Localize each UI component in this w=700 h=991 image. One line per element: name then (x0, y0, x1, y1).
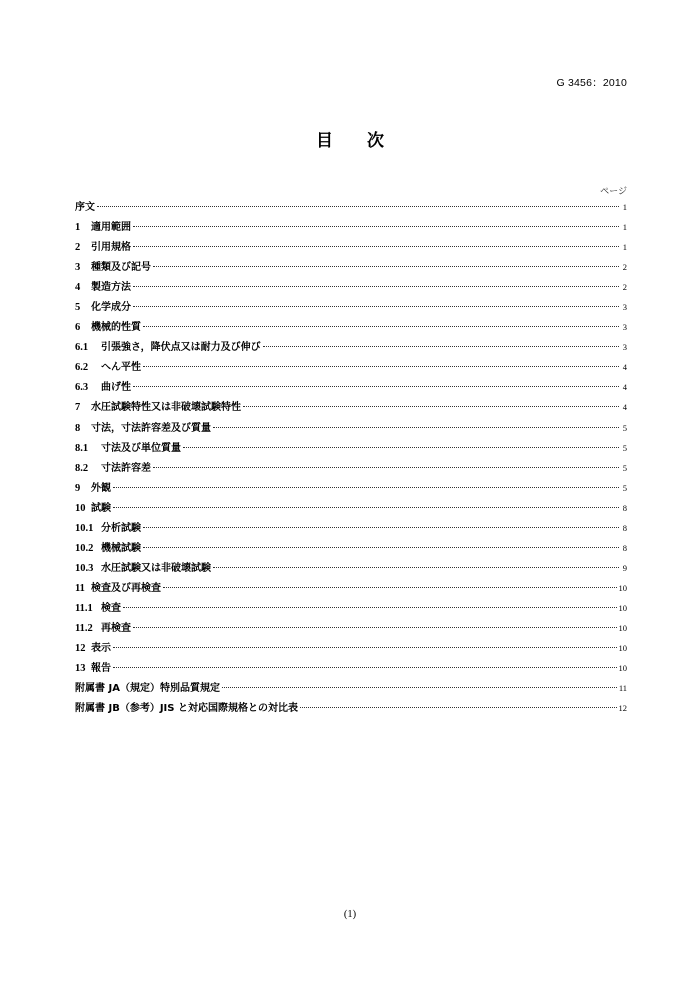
toc-entry[interactable] (75, 419, 627, 439)
toc-entry-number: 2 (75, 242, 81, 254)
toc-entry-page: 8 (622, 542, 627, 553)
toc-entry[interactable] (75, 519, 627, 539)
toc-entry[interactable] (75, 358, 627, 378)
toc-entry-page: 5 (622, 482, 627, 493)
toc-entry-label: 種類及び記号 (91, 262, 151, 274)
toc-entry[interactable] (75, 679, 627, 699)
toc-entry-number: 6.2 (75, 362, 89, 374)
toc-entry-page: 12 (618, 703, 627, 714)
toc-entry-label: 機械的性質 (91, 322, 141, 334)
toc-entry-label: 引用規格 (91, 242, 131, 254)
dot-leader (143, 326, 619, 327)
dot-leader (133, 306, 619, 307)
toc-entry[interactable] (75, 539, 627, 559)
toc-entry-label: 試験 (91, 502, 111, 514)
toc-entry-page: 10 (618, 622, 627, 633)
dot-leader (263, 346, 619, 347)
toc-entry-label: 水圧試験特性又は非破壊試験特性 (91, 402, 241, 414)
toc-entry-label: 附属書 JA（規定）特別品質規定 (75, 683, 220, 695)
toc-entry[interactable] (75, 278, 627, 298)
toc-entry[interactable] (75, 439, 627, 459)
toc-entry-number: 3 (75, 262, 81, 274)
toc-entry-number: 8.2 (75, 462, 89, 474)
toc-entry-label: 製造方法 (91, 282, 131, 294)
toc-entry-label: 寸法許容差 (101, 462, 151, 474)
toc-entry[interactable] (75, 459, 627, 479)
toc-entry-number: 10.3 (75, 562, 94, 574)
toc-entry-number: 10.1 (75, 522, 94, 534)
page-column-label: ページ (600, 187, 627, 197)
toc-entry-label: 外観 (91, 482, 111, 494)
toc-entry[interactable] (75, 338, 627, 358)
toc-entry-number: 11.1 (75, 602, 93, 614)
toc-entry[interactable] (75, 258, 627, 278)
toc-entry-number: 9 (75, 482, 81, 494)
page-title: 目 次 (316, 131, 398, 151)
toc-entry-page: 3 (622, 342, 627, 353)
toc-entry-number: 8.1 (75, 442, 89, 454)
toc-entry-page: 5 (622, 462, 627, 473)
toc-entry-page: 9 (622, 562, 627, 573)
dot-leader (133, 627, 617, 628)
toc-entry-label: 分析試験 (101, 522, 141, 534)
toc-entry-number: 6.3 (75, 382, 89, 394)
toc-entry[interactable] (75, 639, 627, 659)
toc-entry-page: 4 (622, 402, 627, 413)
table-of-contents (75, 198, 627, 719)
document-id: G 3456：2010 (556, 77, 627, 89)
toc-entry-number: 13 (75, 663, 86, 675)
dot-leader (243, 406, 619, 407)
toc-entry[interactable] (75, 238, 627, 258)
toc-entry[interactable] (75, 699, 627, 719)
toc-entry-label: 検査及び再検査 (91, 582, 161, 594)
toc-entry-page: 10 (618, 602, 627, 613)
dot-leader (153, 467, 619, 468)
toc-entry-label: 寸法，寸法許容差及び質量 (91, 422, 211, 434)
dot-leader (133, 246, 619, 247)
dot-leader (97, 206, 619, 207)
dot-leader (143, 527, 619, 528)
toc-entry-label: 再検査 (101, 622, 131, 634)
toc-entry-number: 6 (75, 322, 81, 334)
toc-entry[interactable] (75, 619, 627, 639)
dot-leader (113, 507, 619, 508)
toc-entry[interactable] (75, 378, 627, 398)
toc-entry-label: 曲げ性 (101, 382, 131, 394)
toc-entry-label: 機械試験 (101, 542, 141, 554)
toc-entry-label: 寸法及び単位質量 (101, 442, 181, 454)
toc-entry-number: 6.1 (75, 342, 89, 354)
toc-entry-number: 10 (75, 502, 86, 514)
toc-entry-page: 11 (618, 683, 627, 694)
toc-entry[interactable] (75, 599, 627, 619)
toc-entry[interactable] (75, 579, 627, 599)
toc-entry[interactable] (75, 298, 627, 318)
toc-entry[interactable] (75, 559, 627, 579)
toc-entry-page: 10 (618, 643, 627, 654)
toc-entry-page: 10 (618, 663, 627, 674)
toc-entry-label: 化学成分 (91, 302, 131, 314)
toc-entry-number: 4 (75, 282, 81, 294)
toc-entry-page: 3 (622, 322, 627, 333)
dot-leader (222, 687, 617, 688)
toc-entry-page: 1 (622, 242, 627, 253)
toc-entry[interactable] (75, 398, 627, 418)
dot-leader (113, 647, 617, 648)
toc-entry-page: 8 (622, 502, 627, 513)
toc-entry[interactable] (75, 318, 627, 338)
toc-entry-label: 水圧試験又は非破壊試験 (101, 562, 211, 574)
dot-leader (133, 226, 619, 227)
dot-leader (113, 487, 619, 488)
toc-entry-number: 12 (75, 643, 86, 655)
toc-entry-page: 1 (622, 222, 627, 233)
toc-entry-page: 4 (622, 362, 627, 373)
toc-entry-page: 4 (622, 382, 627, 393)
toc-entry[interactable] (75, 198, 627, 218)
dot-leader (123, 607, 617, 608)
toc-entry-label: 序文 (75, 202, 95, 213)
toc-entry-label: 附属書 JB（参考）JIS と対応国際規格との対比表 (75, 703, 298, 715)
toc-entry-page: 2 (622, 262, 627, 273)
toc-entry-label: 表示 (91, 643, 111, 655)
page-number: (1) (343, 909, 357, 920)
dot-leader (153, 266, 619, 267)
dot-leader (133, 386, 619, 387)
toc-entry[interactable] (75, 659, 627, 679)
toc-entry[interactable] (75, 479, 627, 499)
toc-entry[interactable] (75, 218, 627, 238)
toc-entry-number: 11 (75, 582, 85, 594)
dot-leader (113, 667, 617, 668)
toc-entry-label: 適用範囲 (91, 222, 131, 234)
toc-entry-number: 8 (75, 422, 81, 434)
toc-entry-label: 検査 (101, 602, 121, 614)
toc-entry-number: 10.2 (75, 542, 94, 554)
dot-leader (143, 366, 619, 367)
toc-entry-label: 報告 (91, 663, 111, 675)
dot-leader (183, 447, 619, 448)
dot-leader (213, 567, 619, 568)
toc-entry-number: 5 (75, 302, 81, 314)
toc-entry-number: 1 (75, 222, 81, 234)
dot-leader (143, 547, 619, 548)
toc-entry-page: 5 (622, 442, 627, 453)
toc-entry-page: 2 (622, 282, 627, 293)
dot-leader (213, 427, 619, 428)
toc-entry[interactable] (75, 499, 627, 519)
toc-entry-page: 3 (622, 302, 627, 313)
toc-entry-page: 1 (622, 202, 627, 212)
toc-entry-page: 8 (622, 522, 627, 533)
dot-leader (300, 707, 617, 708)
toc-entry-page: 5 (622, 422, 627, 433)
dot-leader (133, 286, 619, 287)
toc-entry-label: 引張強さ，降伏点又は耐力及び伸び (101, 342, 261, 354)
toc-entry-number: 11.2 (75, 622, 93, 634)
toc-entry-number: 7 (75, 402, 81, 414)
toc-entry-label: へん平性 (101, 362, 141, 374)
toc-entry-page: 10 (618, 582, 627, 593)
dot-leader (163, 587, 617, 588)
